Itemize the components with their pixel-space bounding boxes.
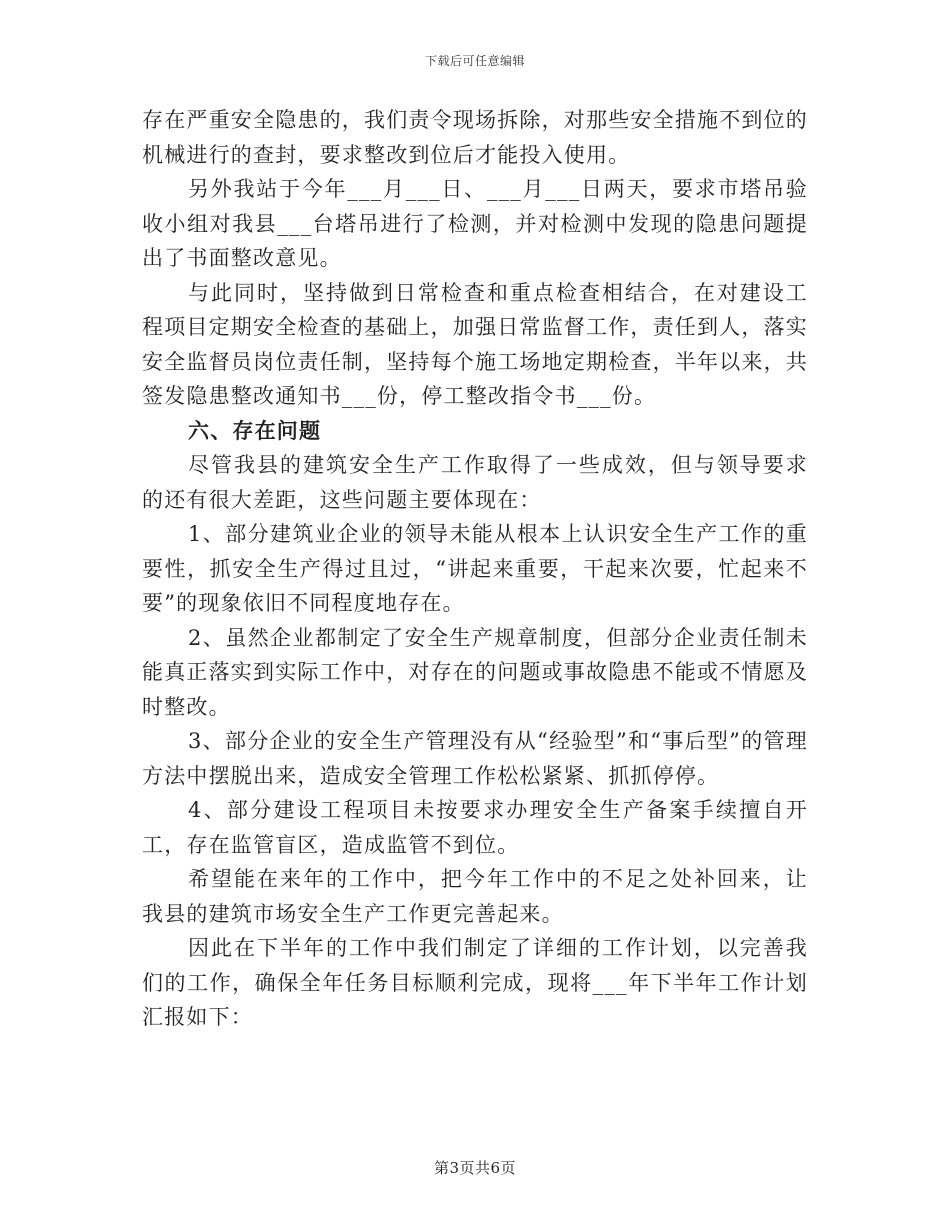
paragraph-1: 存在严重安全隐患的，我们责令现场拆除，对那些安全措施不到位的机械进行的查封，要求整改到位后才能投入使用。 [142, 108, 808, 167]
paragraph-4: 尽管我县的建筑安全生产工作取得了一些成效，但与领导要求的还有很大差距，这些问题主要体现在： [142, 453, 808, 512]
page-header: 下载后可任意编辑 [424, 54, 525, 68]
section-heading: 六、存在问题 [188, 417, 322, 443]
document-body [142, 103, 808, 1035]
paragraph-6: 2、虽然企业都制定了安全生产规章制度，但部分企业责任制未能真正落实到实际工作中，对存在的问题或事故隐患不能或不情愿及时整改。 [142, 625, 808, 719]
paragraph-10: 因此在下半年的工作中我们制定了详细的工作计划，以完善我们的工作，确保全年任务目标顺利完成，现将___年下半年工作计划汇报如下： [142, 936, 808, 1029]
paragraph-5: 1、部分建筑业企业的领导未能从根本上认识安全生产工作的重要性，抓安全生产得过且过，“讲起来重要，干起来次要，忙起来不要”的现象依旧不同程度地存在。 [142, 522, 808, 615]
paragraph-2: 另外我站于今年___月___日、___月___日两天，要求市塔吊验收小组对我县___台塔吊进行了检测，并对检测中发现的隐患问题提出了书面整改意见。 [142, 177, 808, 270]
paragraph-7: 3、部分企业的安全生产管理没有从“经验型”和“事后型”的管理方法中摆脱出来，造成安全管理工作松松紧紧、抓抓停停。 [142, 729, 808, 788]
paragraph-3: 与此同时，坚持做到日常检查和重点检查相结合，在对建设工程项目定期安全检查的基础上，加强日常监督工作，责任到人，落实安全监督员岗位责任制，坚持每个施工场地定期检查，半年以来，共签发隐患整改通知书___份，停工整改指令书___份。 [142, 280, 808, 408]
page-footer: 第3页共6页 [433, 1159, 517, 1177]
paragraph-8: 4、部分建设工程项目未按要求办理安全生产备案手续擅自开工，存在监管盲区，造成监管不到位。 [142, 798, 808, 857]
paragraph-9: 希望能在来年的工作中，把今年工作中的不足之处补回来，让我县的建筑市场安全生产工作更完善起来。 [142, 867, 808, 926]
